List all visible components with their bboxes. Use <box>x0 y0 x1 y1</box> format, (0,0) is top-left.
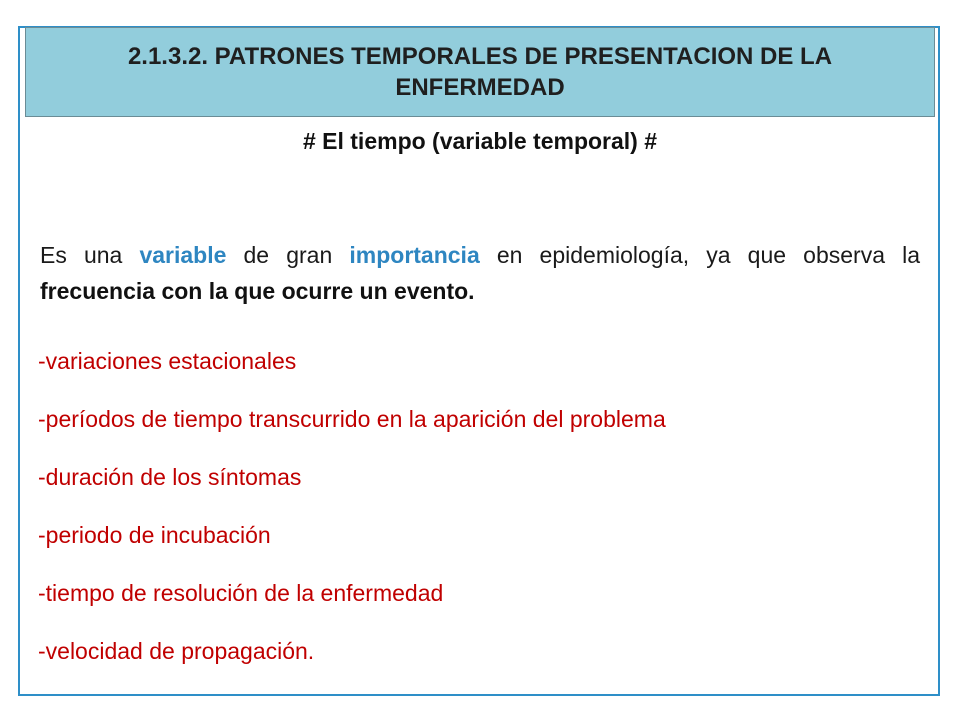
bold-frequency-phrase: frecuencia con la que ocurre un evento. <box>40 278 475 304</box>
list-item: -duración de los síntomas <box>38 464 302 490</box>
paragraph-text-2: de gran <box>226 242 350 268</box>
paragraph-text-1: Es una <box>40 242 140 268</box>
list-item: -periodo de incubación <box>38 522 271 548</box>
list-item: -períodos de tiempo transcurrido en la aparición del problema <box>38 406 666 432</box>
list-item: -tiempo de resolución de la enfermedad <box>38 580 444 606</box>
temporal-variables-list <box>38 342 918 690</box>
title-box <box>25 27 935 117</box>
intro-paragraph <box>40 237 920 309</box>
paragraph-text-3: en epidemiología, ya que observa la <box>479 242 921 268</box>
highlight-importancia: importancia <box>349 242 480 268</box>
slide-title: 2.1.3.2. PATRONES TEMPORALES DE PRESENTACION DE LA ENFERMEDAD <box>127 43 833 101</box>
highlight-variable: variable <box>139 242 227 268</box>
slide-subtitle: # El tiempo (variable temporal) # <box>302 128 658 154</box>
list-item: -velocidad de propagación. <box>38 638 315 664</box>
list-item: -variaciones estacionales <box>38 348 297 374</box>
